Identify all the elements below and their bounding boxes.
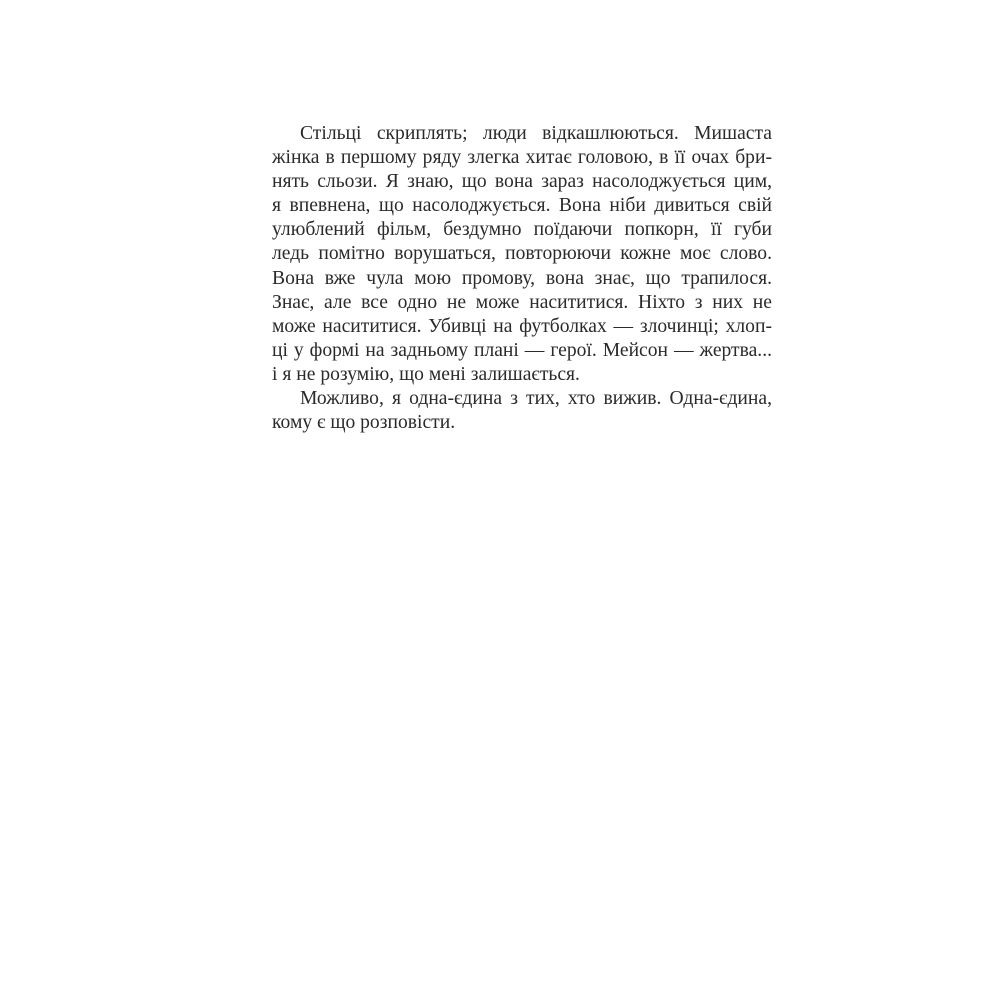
paragraph	[272, 387, 772, 435]
text-line: Стільці скриплять; люди відкашлюються. Мишаста	[300, 123, 772, 144]
text-line: Можливо, я одна-єдина з тих, хто вижив. Одна-єдина,	[300, 388, 772, 410]
text-line: нять сльози. Я знаю, що вона зараз насолоджується цим,	[272, 171, 772, 193]
text-line: жінка в першому ряду злегка хитає головою, в її очах бри-	[272, 147, 772, 169]
text-line: і я не розумію, що мені залишається.	[272, 363, 580, 385]
text-line: може насититися. Убивці на футболках — злочинці; хлоп-	[272, 315, 772, 337]
text-line: я впевнена, що насолоджується. Вона ніби дивиться свій	[272, 195, 772, 217]
text-line: ці у формі на задньому плані — герої. Мейсон — жертва...	[272, 339, 772, 361]
text-line: Знає, але все одно не може насититися. Ніхто з них не	[272, 291, 772, 313]
text-line: Вона вже чула мою промову, вона знає, що трапилося.	[272, 267, 772, 289]
text-line: кому є що розповісти.	[272, 412, 456, 434]
body-text	[272, 122, 772, 435]
text-line: улюблений фільм, бездумно поїдаючи попкорн, її губи	[272, 219, 772, 241]
text-line: ледь помітно ворушаться, повторюючи кожне моє слово.	[272, 243, 772, 265]
paragraph	[272, 122, 772, 387]
